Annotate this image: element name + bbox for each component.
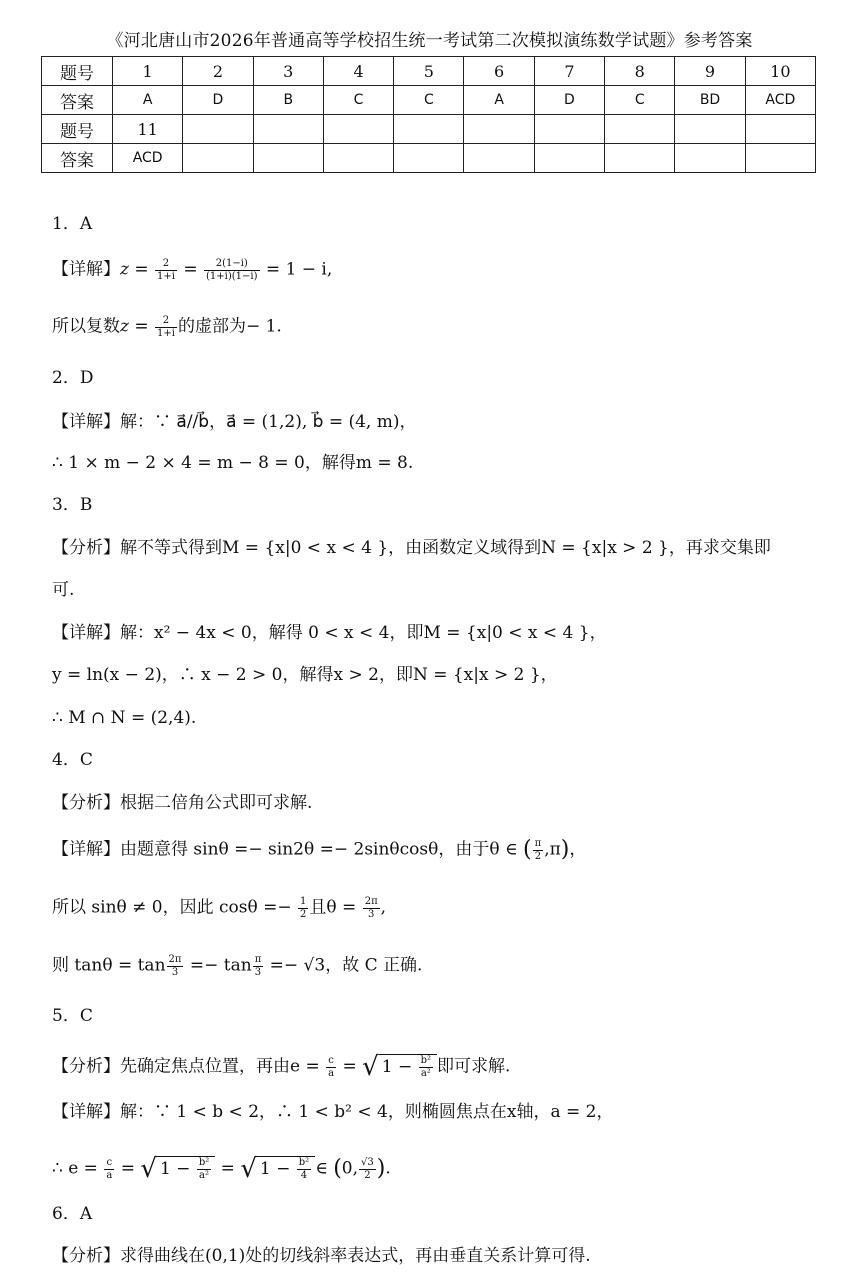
- answer-cell: BD: [675, 86, 745, 115]
- math-text: ∈: [315, 1158, 334, 1179]
- question-number-cell: [183, 115, 253, 144]
- answer-table: [41, 56, 816, 173]
- answer-cell: [605, 144, 675, 173]
- table-row: [42, 86, 816, 115]
- math-text: ,π: [544, 839, 561, 860]
- analysis-line: 【分析】根据二倍角公式即可求解.: [52, 793, 313, 813]
- denominator: 2: [300, 908, 307, 920]
- solution-line: [52, 954, 422, 978]
- math-text: =: [215, 1158, 241, 1179]
- numerator: √3: [361, 1157, 374, 1168]
- fraction: [104, 1157, 114, 1181]
- numerator: b²: [298, 1157, 310, 1168]
- text-run: 的虚部为− 1.: [177, 316, 282, 337]
- answer-cell: ACD: [745, 86, 815, 115]
- question-heading: 5．C: [52, 1006, 93, 1026]
- solution-line: 【详解】解：x² − 4x < 0，解得 0 < x < 4，即M = {x|0 < x < 4 }，: [52, 623, 607, 643]
- radicand: [379, 1054, 437, 1077]
- answer-cell: A: [464, 86, 534, 115]
- numerator: 2π: [168, 954, 182, 965]
- text-run: 所以复数: [52, 316, 120, 337]
- question-number-cell: 7: [534, 57, 604, 86]
- question-number-cell: [534, 115, 604, 144]
- question-number-cell: [675, 115, 745, 144]
- analysis-line: 可.: [52, 580, 75, 600]
- text-run: 【详解】由题意得 sinθ =− sin2θ =− 2sinθcosθ，由于θ ∈: [52, 839, 524, 860]
- table-header-cell: 答案: [42, 86, 113, 115]
- numerator: 2: [155, 315, 177, 328]
- question-number-cell: 10: [745, 57, 815, 86]
- answer-cell: [323, 144, 393, 173]
- numerator: c: [326, 1055, 336, 1068]
- question-number-cell: [253, 115, 323, 144]
- denominator: 3: [254, 966, 262, 978]
- question-number-cell: 11: [113, 115, 183, 144]
- solution-line: [52, 315, 282, 339]
- denominator: 1+i: [157, 270, 175, 282]
- solution-line: 【详解】z = $\frac{2}{1+i}$ = $\frac{2(1-i)}{(1+i)(1-i)}$ = 1 − i,: [52, 258, 333, 282]
- question-number-cell: [394, 115, 464, 144]
- answer-cell: C: [394, 86, 464, 115]
- math-text: ∴ e =: [52, 1158, 104, 1179]
- denominator: 3: [171, 966, 179, 978]
- paren: (: [333, 1156, 342, 1181]
- math-text: z =: [120, 316, 155, 337]
- answer-cell: [253, 144, 323, 173]
- question-heading: 2．D: [52, 368, 94, 388]
- answer-cell: [534, 144, 604, 173]
- answer-cell: [745, 144, 815, 173]
- fraction: [533, 838, 544, 862]
- fraction: [204, 258, 259, 282]
- denominator: 4: [300, 1169, 308, 1181]
- radicand: [157, 1156, 215, 1179]
- fraction: [359, 1157, 376, 1181]
- table-header-cell: 题号: [42, 57, 113, 86]
- question-heading: 1．A: [52, 214, 93, 234]
- fraction: [167, 954, 184, 978]
- solution-line: ∴ 1 × m − 2 × 4 = m − 8 = 0，解得m = 8.: [52, 453, 414, 473]
- answer-cell: ACD: [113, 144, 183, 173]
- math-text: 1 −: [381, 1056, 418, 1077]
- text-run: ,: [380, 897, 387, 918]
- analysis-line: 【分析】求得曲线在(0,1)处的切线斜率表达式，再由垂直关系计算可得.: [52, 1246, 591, 1266]
- text-run: 所以 sinθ ≠ 0，因此 cosθ =−: [52, 897, 298, 918]
- denominator: a²: [420, 1067, 431, 1079]
- paren: ): [376, 1156, 386, 1181]
- fraction: [197, 1157, 211, 1181]
- math-text: = 1 − i,: [260, 259, 333, 280]
- numerator: π: [254, 954, 262, 965]
- solution-line: y = ln(x − 2)，∴ x − 2 > 0，解得x > 2，即N = {x|x > 2 }，: [52, 665, 558, 685]
- fraction: [326, 1055, 336, 1079]
- solution-line: [52, 838, 586, 862]
- denominator: 2: [364, 1169, 371, 1181]
- denominator: 2: [534, 850, 542, 862]
- radical-sign: √: [240, 1154, 257, 1184]
- fraction: [155, 315, 177, 339]
- answer-cell: [394, 144, 464, 173]
- fraction: [298, 896, 308, 920]
- question-number-cell: [323, 115, 393, 144]
- fraction: [297, 1157, 311, 1181]
- table-row: [42, 144, 816, 173]
- question-number-cell: [464, 115, 534, 144]
- answer-cell: C: [605, 86, 675, 115]
- solution-line: [52, 1156, 391, 1182]
- question-number-cell: 2: [183, 57, 253, 86]
- analysis-line: [52, 1054, 510, 1080]
- paren: (: [523, 837, 532, 862]
- answer-cell: B: [253, 86, 323, 115]
- answer-cell: C: [323, 86, 393, 115]
- fraction: [363, 896, 380, 920]
- text-run: =− tan: [184, 955, 252, 976]
- question-number-cell: 9: [675, 57, 745, 86]
- radical-sign: √: [362, 1052, 379, 1082]
- text-run: ，: [569, 839, 587, 860]
- denominator: a: [328, 1067, 335, 1079]
- answer-cell: D: [183, 86, 253, 115]
- text-run: 则 tanθ = tan: [52, 955, 166, 976]
- math-text: .: [385, 1158, 391, 1179]
- question-number-cell: 8: [605, 57, 675, 86]
- question-number-cell: 4: [323, 57, 393, 86]
- fraction: [253, 954, 264, 978]
- radical-sign: √: [140, 1154, 157, 1184]
- math-text: 1 −: [259, 1158, 296, 1179]
- question-number-cell: 1: [113, 57, 183, 86]
- solution-line: [52, 896, 386, 920]
- denominator: 3: [367, 908, 375, 920]
- question-number-cell: [745, 115, 815, 144]
- math-text: =: [337, 1056, 363, 1077]
- answer-cell: [183, 144, 253, 173]
- solution-line: 【详解】解：∵ 1 < b < 2，∴ 1 < b² < 4，则椭圆焦点在x轴，a = 2，: [52, 1102, 614, 1122]
- numerator: 2: [155, 258, 177, 271]
- radicand: [257, 1156, 315, 1179]
- fraction: [419, 1055, 433, 1079]
- numerator: 1: [300, 896, 307, 907]
- math-text: =: [115, 1158, 141, 1179]
- detail-label: 【详解】: [52, 259, 120, 280]
- denominator: (1+i)(1−i): [206, 270, 258, 282]
- denominator: a²: [199, 1169, 210, 1181]
- denominator: a: [106, 1169, 113, 1181]
- table-row: [42, 115, 816, 144]
- table-row: [42, 57, 816, 86]
- numerator: b²: [198, 1157, 210, 1168]
- fraction: [155, 258, 177, 282]
- question-heading: 6．A: [52, 1204, 93, 1224]
- answer-cell: [464, 144, 534, 173]
- question-heading: 4．C: [52, 750, 93, 770]
- question-heading: 3．B: [52, 495, 93, 515]
- solution-line: 【详解】解：∵ a⃗//b⃗，a⃗ = (1,2), b⃗ = (4, m)，: [52, 412, 417, 432]
- question-number-cell: 5: [394, 57, 464, 86]
- numerator: 2(1−i): [204, 258, 259, 271]
- answer-cell: D: [534, 86, 604, 115]
- question-number-cell: 6: [464, 57, 534, 86]
- numerator: c: [104, 1157, 114, 1170]
- answer-cell: [675, 144, 745, 173]
- math-text: 1 −: [159, 1158, 196, 1179]
- numerator: π: [534, 838, 542, 849]
- analysis-line: 【分析】解不等式得到M = {x|0 < x < 4 }，由函数定义域得到N = {x|x > 2 }，再求交集即: [52, 538, 771, 558]
- text-run: 即可求解.: [437, 1056, 511, 1077]
- table-header-cell: 题号: [42, 115, 113, 144]
- page-title: 《河北唐山市2026年普通高等学校招生统一考试第二次模拟演练数学试题》参考答案: [106, 31, 753, 51]
- math-text: 0,: [341, 1158, 359, 1179]
- numerator: 2π: [364, 896, 378, 907]
- answer-cell: A: [113, 86, 183, 115]
- numerator: b²: [420, 1055, 432, 1066]
- math-text: z =: [120, 259, 155, 280]
- text-run: 【分析】先确定焦点位置，再由e =: [52, 1056, 326, 1077]
- text-run: =− √3，故 C 正确.: [264, 955, 423, 976]
- question-number-cell: [605, 115, 675, 144]
- table-header-cell: 答案: [42, 144, 113, 173]
- question-number-cell: 3: [253, 57, 323, 86]
- denominator: 1+i: [157, 327, 175, 339]
- paren: ): [560, 837, 570, 862]
- solution-line: ∴ M ∩ N = (2,4).: [52, 708, 197, 728]
- text-run: 且θ =: [309, 897, 362, 918]
